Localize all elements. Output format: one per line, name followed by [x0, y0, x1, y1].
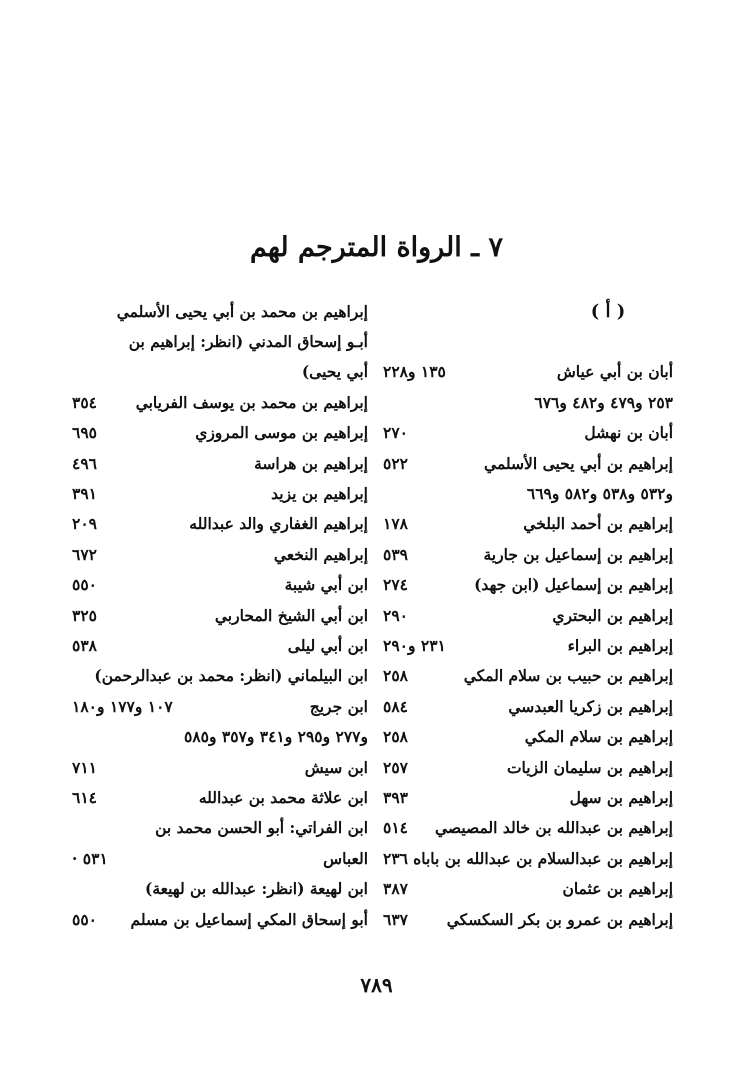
entry-pages: ٥٢٢ [383, 453, 408, 473]
index-entry [72, 509, 368, 539]
entry-name: و٢٧٧ و٢٩٥ و٣٤١ و٣٥٧ و٥٨٥ [184, 727, 368, 747]
entry-name: ٢٥٣ و٤٧٩ و٤٨٢ و٦٧٦ [534, 392, 673, 412]
entry-name: إبراهيم بن موسى المروزي [195, 423, 368, 443]
index-entry [72, 752, 368, 782]
entry-name: ابن علاثة محمد بن عبدالله [198, 787, 368, 807]
entry-name: إبراهيم بن عمرو بن بكر السكسكي [446, 909, 673, 929]
index-entry [383, 509, 673, 539]
entry-name: إبراهيم بن عثمان [562, 879, 673, 899]
entry-pages: ٢٠٩ [72, 514, 97, 534]
index-entry [383, 326, 673, 356]
index-entry [383, 691, 673, 721]
entry-name: ابن أبي الشيخ المحاربي [214, 605, 368, 625]
entry-name: إبراهيم بن حبيب بن سلام المكي [463, 666, 673, 686]
entry-name: أبان بن أبي عياش [556, 362, 673, 382]
right-index-column [383, 296, 673, 934]
index-entry [72, 539, 368, 569]
entry-name: إبراهيم بن عبدالسلام بن عبدالله بن باباه [413, 848, 673, 868]
entry-name: إبراهيم بن محمد بن يوسف الفريابي [135, 392, 368, 412]
entry-name: إبراهيم بن سلام المكي [524, 727, 673, 747]
entry-name: العباس [323, 848, 368, 868]
entry-name: و٥٣٢ و٥٣٨ و٥٨٢ و٦٦٩ [526, 484, 673, 504]
index-entry [383, 478, 673, 508]
entry-pages: ٣٩١ [72, 484, 97, 504]
entry-pages: ٣٥٤ [72, 392, 97, 412]
entry-name: إبراهيم بن عبدالله بن خالد المصيصي [434, 818, 673, 838]
index-entry [72, 843, 368, 873]
entry-name: أبان بن نهشل [584, 423, 673, 443]
entry-name: ابن سيش [304, 757, 368, 777]
entry-name: إبراهيم بن يزيد [271, 484, 368, 504]
index-entry [383, 539, 673, 569]
index-entry [383, 661, 673, 691]
index-entry [72, 418, 368, 448]
entry-name: ابن أبي ليلى [287, 635, 368, 655]
index-entry [383, 357, 673, 387]
entry-pages: ٢٣١ و٢٩٠ [383, 635, 446, 655]
index-entry [72, 630, 368, 660]
entry-pages: ٢٩٠ [383, 605, 408, 625]
entry-pages: ٢٥٨ [383, 666, 408, 686]
index-entry [72, 782, 368, 812]
entry-pages: ٥٥٠ [72, 909, 97, 929]
entry-pages: ٥٨٤ [383, 696, 408, 716]
index-entry [383, 570, 673, 600]
index-entry [72, 904, 368, 934]
index-entry [72, 661, 368, 691]
entry-name: إبراهيم بن البراء [567, 635, 673, 655]
entry-name: إبراهيم بن إسماعيل بن جارية [483, 544, 673, 564]
entry-name: إبراهيم بن سهل [569, 787, 673, 807]
entry-name: إبراهيم بن محمد بن أبي يحيى الأسلمي [116, 301, 368, 321]
entry-name: إبراهيم بن سليمان الزيات [506, 757, 673, 777]
index-entry [72, 873, 368, 903]
page-number: ٧٨٩ [360, 973, 393, 997]
index-entry [72, 357, 368, 387]
entry-pages: ٢٧٠ [383, 423, 408, 443]
entry-name: إبراهيم النخعي [273, 544, 368, 564]
entry-pages: ٢٥٨ [383, 727, 408, 747]
entry-name: إبراهيم الغفاري والد عبدالله [189, 514, 368, 534]
entry-pages: ٥٣١ · [72, 848, 108, 868]
index-entry [383, 387, 673, 417]
entry-pages: ٢٧٤ [383, 575, 408, 595]
index-entry [72, 296, 368, 326]
index-entry [383, 782, 673, 812]
entry-pages: ٦٧٢ [72, 544, 97, 564]
section-letter-heading [383, 296, 673, 326]
entry-pages: ٥٣٨ [72, 635, 97, 655]
index-entry [72, 478, 368, 508]
entry-pages: ٣٨٧ [383, 879, 408, 899]
index-entry [383, 873, 673, 903]
index-entry [383, 843, 673, 873]
entry-name: أبو إسحاق المكي إسماعيل بن مسلم [130, 909, 368, 929]
left-index-column [72, 296, 368, 934]
entry-pages: ٦٩٥ [72, 423, 97, 443]
index-entry [383, 904, 673, 934]
entry-pages: ٦٣٧ [383, 909, 408, 929]
index-entry [383, 600, 673, 630]
entry-name: إبراهيم بن زكريا العبدسي [508, 696, 673, 716]
entry-pages: ٢٣٦ [383, 848, 408, 868]
index-entry [72, 387, 368, 417]
entry-name: إبراهيم بن أبي يحيى الأسلمي [484, 453, 673, 473]
entry-pages: ٥١٤ [383, 818, 408, 838]
index-entry [383, 448, 673, 478]
index-entry [383, 721, 673, 751]
entry-name: إبراهيم بن هراسة [254, 453, 368, 473]
entry-pages: ٢٥٧ [383, 757, 408, 777]
entry-name: ابن البيلماني (انظر: محمد بن عبدالرحمن) [94, 666, 368, 686]
entry-name: أبي يحيى) [301, 362, 368, 382]
entry-name: ابن الفراتي: أبو الحسن محمد بن [155, 818, 368, 838]
index-entry [72, 691, 368, 721]
entry-pages: ٥٥٠ [72, 575, 97, 595]
index-entry [72, 448, 368, 478]
entry-pages: ٣٢٥ [72, 605, 97, 625]
entry-name: إبراهيم بن إسماعيل (ابن جهد) [474, 575, 673, 595]
index-entry [72, 600, 368, 630]
entry-pages: ١٣٥ و٢٢٨ [383, 362, 446, 382]
index-entry [72, 721, 368, 751]
entry-pages: ٤٩٦ [72, 453, 97, 473]
index-entry [383, 418, 673, 448]
entry-name: أبـو إسحاق المدني (انظر: إبراهيم بن [128, 332, 368, 352]
entry-name: إبراهيم بن أحمد البلخي [523, 514, 673, 534]
entry-name: ( أ ) [590, 300, 626, 322]
entry-pages: ٥٣٩ [383, 544, 408, 564]
index-entry [72, 326, 368, 356]
index-entry [72, 813, 368, 843]
entry-name: ابن لهيعة (انظر: عبدالله بن لهيعة) [145, 879, 368, 899]
entry-name: ابن جريج [309, 696, 368, 716]
entry-pages: ١٠٧ و١٧٧ و١٨٠ [72, 696, 173, 716]
page-title: ٧ ـ الرواة المترجم لهم [249, 232, 504, 263]
entry-pages: ٦١٤ [72, 787, 97, 807]
index-entry [383, 813, 673, 843]
entry-pages: ٧١١ [72, 757, 97, 777]
entry-name: إبراهيم بن البحتري [552, 605, 673, 625]
index-entry [72, 570, 368, 600]
entry-pages: ١٧٨ [383, 514, 408, 534]
entry-pages: ٣٩٣ [383, 787, 408, 807]
entry-name: ابن أبي شيبة [284, 575, 368, 595]
index-entry [383, 752, 673, 782]
index-entry [383, 630, 673, 660]
